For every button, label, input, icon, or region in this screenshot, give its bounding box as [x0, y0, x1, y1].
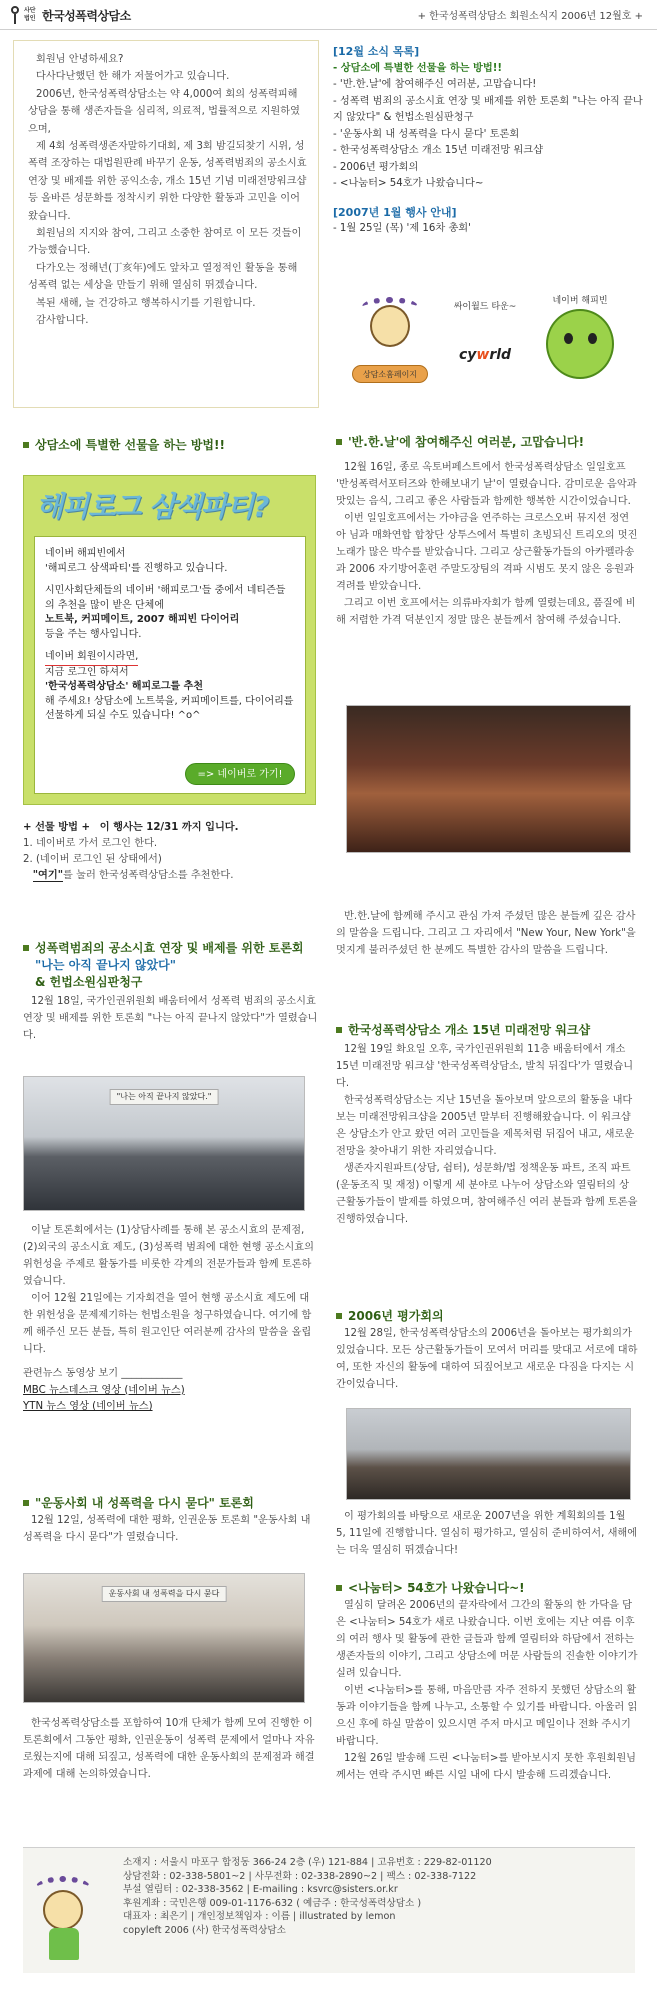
- cyworld-logo: cywrld: [458, 347, 512, 363]
- homepage-banner-label: 상담소홈페이지: [362, 370, 418, 379]
- evaluation-photo: [346, 1408, 631, 1500]
- section-body: [336, 459, 638, 629]
- toc-item[interactable]: - '반.한.날'에 참여해주신 여러분, 고맙습니다!: [333, 79, 537, 90]
- movement-banner-text: 운동사회 내 성폭력을 다시 묻다: [102, 1586, 227, 1602]
- mascot-face-icon: [370, 305, 410, 347]
- section-evaluation: [336, 1308, 638, 1393]
- happylog-info-box: [34, 536, 306, 794]
- intro-paragraph: 제 4회 성폭력생존자말하기대회, 제 3회 밤길되찾기 시위, 성폭력 조장하는 대법원판례 바꾸기 운동, 성폭력범죄의 공소시효 연장 및 배제를 위한 공익소송, 개소 15년 기념 미래전망워크샵 등 올바른 성문화를 정착시키 위한 다양한 활동과 고민을 이어 왔습니다.: [28, 141, 307, 222]
- logo[interactable]: [8, 6, 178, 26]
- table-of-contents: [333, 44, 645, 238]
- intro-paragraph: 회원님 안녕하세요?: [36, 54, 124, 65]
- section-title: 2006년 평가회의: [336, 1308, 638, 1325]
- hof-photo: [346, 705, 631, 853]
- gift-step: 2. (네이버 로그인 된 상태에서): [23, 854, 162, 865]
- footer-line: copyleft 2006 (사) 한국성폭력상담소: [123, 1924, 286, 1936]
- banner-row: [348, 295, 638, 383]
- section-title: "운동사회 내 성폭력을 다시 묻다" 토론회: [23, 1495, 319, 1512]
- cyworld-banner-label: 싸이월드 타운~: [453, 302, 517, 312]
- paragraph: 이번 일일호프에서는 가야금을 연주하는 크로스오버 뮤지션 정연아 님과 매화연합 합창단 상투스에서 특별히 초빙되신 트리오의 멋진 노래가 많은 박수를 받았습니다. 그리고 상근활동가들의 아카펠라송과 2006 자기방어훈련 주말도장팀의 격파 시범도 못지 않은 응원과 격려를 받았습니다.: [336, 513, 638, 592]
- footer-line: 소재지 : 서울시 마포구 합정동 366-24 2층 (우) 121-884 | 고유번호 : 229-82-01120: [123, 1857, 492, 1868]
- logo-small-text: 사단법인: [24, 7, 36, 22]
- go-to-naver-button[interactable]: => 네이버로 가기!: [185, 763, 295, 785]
- happylog-line: 해 주세요! 상담소에 노트북을, 커피메이트를, 다이어리를 선물하게 되실 수도 있습니다! ^o^: [45, 695, 294, 721]
- happybean-banner-label: 네이버 해피빈: [552, 296, 608, 306]
- happylog-title: 해피로그 삼색파티?: [36, 490, 269, 523]
- news-links: [23, 1366, 319, 1416]
- paragraph: 12월 12일, 성폭력에 대한 평화, 인권운동 토론회 "운동사회 내 성폭력을 다시 묻다"가 열렸습니다.: [23, 1515, 311, 1543]
- toc-item[interactable]: - 성폭력 범죄의 공소시효 연장 및 배제를 위한 토론회 "나는 아직 끝나지 않았다" & 헌법소원심판청구: [333, 95, 643, 123]
- ytn-news-link[interactable]: YTN 뉴스 영상 (네이버 뉴스): [23, 1401, 153, 1412]
- section-workshop: [336, 1022, 638, 1228]
- footer-mascot-icon: [31, 1866, 95, 1964]
- intro-paragraph: 감사합니다.: [36, 315, 89, 327]
- here-link[interactable]: "여기": [32, 870, 64, 881]
- happylog-line: 지금 로그인 하셔서: [45, 666, 129, 678]
- paragraph: 이번 <나눔터>를 통해, 마음만큼 자주 전하지 못했던 상담소의 활동과 이야기들을 함께 나누고, 소통할 수 있기를 바랍니다. 아울러 읽으신 후에 하실 말씀이 있으시면 주저 마시고 메일이나 전화 주시기 바랍니다.: [336, 1685, 638, 1747]
- paragraph: 12월 18일, 국가인권위원회 배움터에서 성폭력 범죄의 공소시효 연장 및 배제를 위한 토론회 "나는 아직 끝나지 않았다"가 열렸습니다.: [23, 996, 318, 1041]
- footer-info: [123, 1856, 628, 1937]
- paragraph: 이 평가회의를 바탕으로 새로운 2007년을 위한 계획회의를 1월 5, 11일에 진행합니다. 열심히 평가하고, 열심히 준비하여서, 새해에는 더욱 열심히 뛰겠습니다!: [336, 1511, 638, 1556]
- cyworld-banner[interactable]: [443, 295, 527, 383]
- issue-label: + 한국성폭력상담소 회원소식지 2006년 12월호 +: [417, 11, 643, 22]
- happylog-line: 네이버 회원이시라면,: [45, 650, 138, 666]
- gift-step: 를 눌러 한국성폭력상담소를 추천한다.: [63, 870, 234, 881]
- intro-paragraph: 2006년, 한국성폭력상담소는 약 4,000여 회의 성폭력피해 상담을 통해 생존자들을 심리적, 의료적, 법률적으로 지원하였으며,: [28, 88, 300, 135]
- happylog-prizes: 노트북, 커피메이트, 2007 해피빈 다이어리: [45, 614, 240, 625]
- debate-banner-text: "나는 아직 끝나지 않았다.": [110, 1089, 219, 1105]
- paragraph: 한국성폭력상담소는 지난 15년을 돌아보며 앞으로의 활동을 내다보는 미래전망워크샵을 2005년 말부터 진행해왔습니다. 이 워크샵은 상담소가 안고 왔던 여러 고민들을 제목처럼 뒤집어 내고, 새로운 전망을 찾아내기 위한 자리였습니다.: [336, 1095, 635, 1157]
- paragraph: 12월 19일 화요일 오후, 국가인권위원회 11층 배움터에서 개소 15년 미래전망 워크샵 '한국성폭력상담소, 발칙 뒤집다'가 열렸습니다.: [336, 1044, 634, 1089]
- paragraph: 반.한.날에 함께해 주시고 관심 가져 주셨던 많은 분들께 깊은 감사의 말씀을 드립니다. 그리고 그 자리에서 "New Your, New York"을 멋지게 불러주셨던 한 분께도 특별한 감사의 말씀을 드립니다.: [336, 911, 636, 956]
- paragraph: 이날 토론회에서는 (1)상담사례를 통해 본 공소시효의 문제점, (2)외국의 공소시효 제도, (3)성폭력 범죄에 대한 현행 공소시효의 위헌성을 주제로 활동가를 비롯한 각계의 전문가들과 함께 토론하였습니다.: [23, 1225, 314, 1287]
- happybean-banner[interactable]: [538, 295, 622, 383]
- gift-deadline: 이 행사는 12/31 까지 입니다.: [99, 822, 239, 833]
- happylog-line: 네이버 해피빈에서: [45, 548, 126, 559]
- intro-paragraph: 다가오는 정해년(丁亥年)에도 앞차고 열정적인 활동을 통해 성폭력 없는 세상을 만들기 위해 열심히 뛰겠습니다.: [28, 262, 298, 292]
- section-banhannal-thanks: [336, 908, 638, 959]
- event-item: - 1월 25일 (목) '제 16차 총회': [333, 223, 471, 234]
- section-subtitle: & 헌법소원심판청구: [35, 975, 143, 989]
- gift-method-label: + 선물 방법 +: [23, 822, 91, 833]
- paragraph: 열심히 달려온 2006년의 끝자락에서 그간의 활동의 한 가닥을 담은 <나눔터> 54호가 새로 나왔습니다. 이번 호에는 지난 여름 이후의 여러 행사 및 활동에 관한 글들과 함께 열림터와 하담에서 전하는 생존자들의 이야기, 그리고 상담소에 머문 사람들의 진솔한 이야기가 실려 있습니다.: [336, 1600, 638, 1679]
- movement-debate-photo: [23, 1573, 305, 1703]
- section-body: [23, 993, 323, 1044]
- toc-item[interactable]: - 한국성폭력상담소 개소 15년 미래전망 워크샵: [333, 145, 543, 156]
- gift-method: [23, 820, 323, 884]
- happylog-line: '한국성폭력상담소' 해피로그를 추천: [45, 681, 203, 692]
- toc-heading: [12월 소식 목록]: [333, 45, 420, 58]
- toc-item[interactable]: - 상담소에 특별한 선물을 하는 방법!!: [333, 62, 503, 74]
- intro-paragraph: 복된 새해, 늘 건강하고 행복하시기를 기원합니다.: [36, 297, 256, 309]
- logo-mark-icon: [8, 6, 22, 24]
- section-movement-debate-body: [23, 1715, 319, 1783]
- section-nanumteo: [336, 1580, 638, 1784]
- section-title: 성폭력범죄의 공소시효 연장 및 배제를 위한 토론회 "나는 아직 끝나지 않았다": [23, 940, 323, 974]
- header: [0, 0, 657, 30]
- intro-paragraph: 회원님의 지지와 참여, 그리고 소중한 참여로 이 모든 것들이 가능했습니다.: [28, 228, 302, 257]
- news-links-heading: 관련뉴스 동영상 보기 ____________: [23, 1368, 183, 1379]
- footer-line: 후원계좌 : 국민은행 009-01-1176-632 ( 예금주 : 한국성폭력상담소 ): [123, 1897, 422, 1909]
- section-special-gift: [23, 437, 323, 454]
- section-body: [336, 1041, 638, 1228]
- gift-step: 1. 네이버로 가서 로그인 한다.: [23, 838, 158, 849]
- section-statute-debate: [23, 940, 323, 1044]
- section-body: [336, 1325, 638, 1393]
- paragraph: 한국성폭력상담소를 포함하여 10개 단체가 함께 모여 진행한 이 토론회에서 그동안 평화, 인권운동이 성폭력 문제에서 얼마나 자유로웠는지에 대해 되짚고, 성폭력에 대한 운동사회의 문제점과 해결과제에 대해 논의하였습니다.: [23, 1718, 315, 1780]
- intro-letter: [13, 40, 319, 408]
- homepage-banner[interactable]: [348, 295, 432, 383]
- paragraph: 이어 12월 21일에는 기자회견을 열어 현행 공소시효 제도에 대한 위헌성을 문제제기하는 헌법소원을 청구하였습니다. 여기에 함께 해주신 모든 분들, 특히 원고인단 여러분께 감사의 말씀을 올립니다.: [23, 1293, 312, 1355]
- section-banhannal: [336, 434, 638, 629]
- section-movement-debate: [23, 1495, 319, 1546]
- toc-item[interactable]: - 2006년 평가회의: [333, 161, 419, 173]
- paragraph: 12월 16일, 종로 옥토버페스트에서 한국성폭력상담소 일일호프 '반성폭력서포터즈와 한해보내기 날'이 열렸습니다. 감미로운 음악과 맛있는 음식, 그리고 좋은 사람들과 함께한 행복한 시간이었습니다.: [336, 462, 637, 507]
- paragraph: 생존자지원파트(상담, 쉼터), 성문화/법 정책운동 파트, 조직 파트(운동조직 및 재정) 이렇게 세 분야로 나누어 상담소와 열림터의 상근활동가들이 발제를 하였으며, 참여해주신 여러 분들과 함께 토론을 진행하였습니다.: [336, 1163, 638, 1225]
- mbc-news-link[interactable]: MBC 뉴스데스크 영상 (네이버 뉴스): [23, 1384, 185, 1396]
- happylog-line: '해피로그 삼색파티'를 진행하고 있습니다.: [45, 562, 228, 574]
- footer-line: 상담전화 : 02-338-5801~2 | 사무전화 : 02-338-2890~2 | 팩스 : 02-338-7122: [123, 1870, 477, 1882]
- toc-item[interactable]: - <나눔터> 54호가 나왔습니다~: [333, 178, 484, 189]
- naver-happylog-banner: [23, 475, 316, 805]
- toc-item[interactable]: - '운동사회 내 성폭력을 다시 묻다' 토론회: [333, 128, 520, 140]
- happylog-line: 시민사회단체들의 네이버 '해피로그'들 중에서 네티즌들의 추천을 많이 받은 단체에: [45, 585, 286, 611]
- intro-paragraph: 다사다난했던 한 해가 저물어가고 있습니다.: [36, 71, 230, 83]
- section-title: '반.한.날'에 참여해주신 여러분, 고맙습니다!: [336, 434, 638, 451]
- section-title: 상담소에 특별한 선물을 하는 방법!!: [23, 437, 323, 454]
- logo-name: 한국성폭력상담소: [42, 9, 131, 23]
- paragraph: 12월 28일, 한국성폭력상담소의 2006년을 돌아보는 평가회의가 있었습니다. 모든 상근활동가들이 모여서 머리를 맞대고 서로에 대하여, 또한 자신의 활동에 대하여 되짚어보고 새로운 다짐을 다지는 시간이었습니다.: [336, 1328, 638, 1390]
- footer-line: 대표자 : 최은기 | 개인정보책임자 : 이름 | illustrated by lemon: [123, 1911, 396, 1922]
- paragraph: 그리고 이번 호프에서는 의류바자회가 함께 열렸는데요, 품질에 비해 저렴한 가격 덕분인지 정말 많은 분들께서 참여해 주셨습니다.: [336, 598, 636, 626]
- paragraph: 12월 26일 발송해 드린 <나눔터>를 받아보시지 못한 후원회원님께서는 연락 주시면 빠른 시일 내에 다시 발송해 드리겠습니다.: [336, 1753, 637, 1781]
- pea-character-icon: [546, 309, 614, 379]
- section-body: [336, 1597, 638, 1784]
- event-heading: [2007년 1월 행사 안내]: [333, 205, 457, 219]
- section-evaluation-body: [336, 1508, 638, 1559]
- footer: [23, 1847, 635, 1973]
- section-title: 한국성폭력상담소 개소 15년 미래전망 워크샵: [336, 1022, 638, 1039]
- section-body: [23, 1512, 319, 1546]
- section-statute-debate-body: [23, 1222, 319, 1416]
- happylog-line: 등을 주는 행사입니다.: [45, 628, 142, 640]
- debate-photo: [23, 1076, 305, 1211]
- footer-line: 부설 열림터 : 02-338-3562 | E-mailing : ksvrc@sisters.or.kr: [123, 1884, 398, 1895]
- section-title: <나눔터> 54호가 나왔습니다~!: [336, 1580, 638, 1597]
